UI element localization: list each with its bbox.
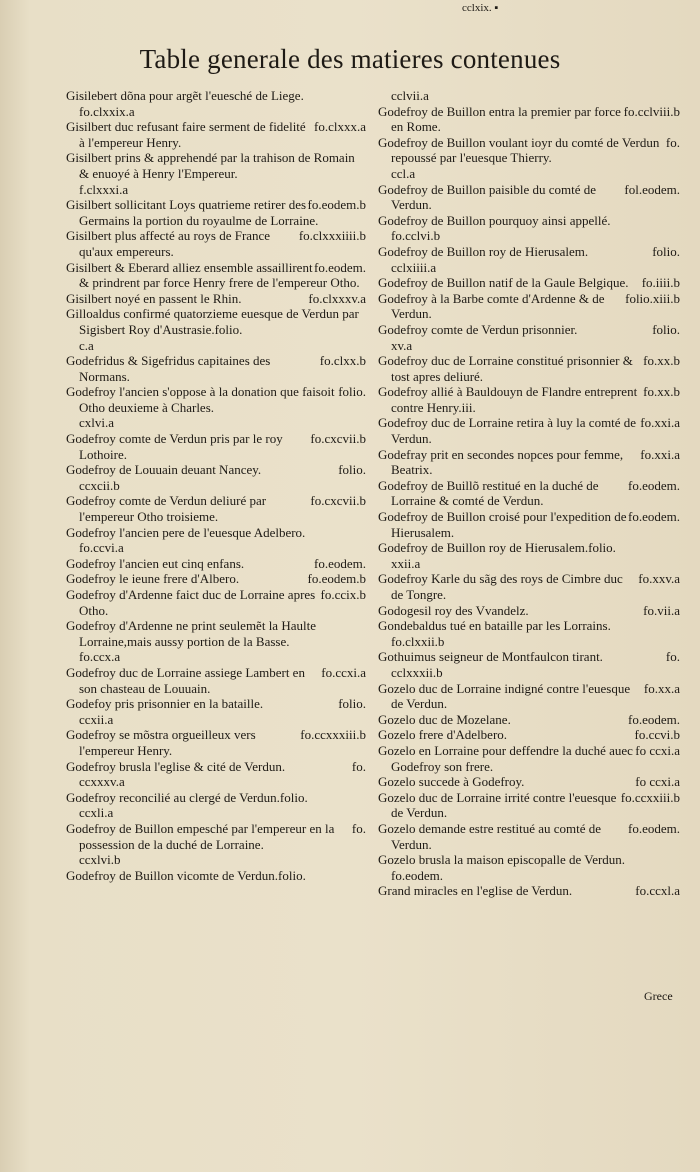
entry-text: Godefroy l'ancien pere de l'euesque Adelbero.: [66, 524, 306, 540]
entry-folio-continuation: cclvii.a: [391, 88, 429, 103]
entry-text: Godefroy à la Barbe comte d'Ardenne & de Verdun.: [378, 290, 605, 322]
entry-text: Godefroy de Buillon natif de la Gaule Belgique.: [378, 275, 629, 291]
index-entry: [378, 712, 680, 728]
entry-text: Godefroy d'Ardenne ne print seulemẽt la Haulte Lorraine,mais aussy portion de la Basse.: [66, 618, 316, 649]
entry-text: Gisilbert prins & apprehendé par la trahison de Romain & enuoyé à Henry l'Empereur.: [66, 150, 355, 181]
index-entry: [378, 104, 680, 135]
entry-text: Godefroy duc de Lorraine retira à luy la comté de Verdun.: [378, 415, 637, 447]
index-entry: [378, 727, 680, 743]
entry-folio-ref: folio.: [338, 384, 366, 400]
entry-folio-ref: fo.ccvi.b: [634, 727, 680, 743]
index-entry: [378, 743, 680, 774]
entry-text: Godefroy de Buillon croisé pour l'expedition de Hierusalem.: [378, 509, 627, 540]
entry-text: Godefroy duc de Lorraine assiege Lambert en son chasteau de Louuain.: [66, 664, 305, 696]
entry-text: Gisilbert noyé en passent le Rhin.: [66, 290, 242, 306]
index-column-left: [66, 88, 366, 883]
entry-folio-ref: fo.eodem.b: [307, 197, 366, 213]
index-entry: [378, 353, 680, 384]
index-entry: [378, 275, 680, 291]
entry-folio-continuation: ccxcii.b: [79, 477, 120, 493]
entry-folio-continuation: fo.ccvi.a: [79, 540, 124, 556]
entry-text: Gozelo duc de Mozelane.: [378, 711, 511, 727]
index-entry: [378, 415, 680, 446]
entry-folio-ref: fo.: [665, 134, 680, 150]
index-entry: [66, 88, 366, 104]
index-entry: [378, 182, 680, 213]
index-entry: [66, 556, 366, 572]
entry-text: Gondebaldus tué en bataille par les Lorrains.: [378, 618, 611, 634]
entry-folio-continuation: ccxlvi.b: [79, 852, 121, 868]
entry-text: Godefroy d'Ardenne faict duc de Lorraine apres Otho.: [66, 587, 316, 618]
entry-text: Godefroy l'ancien eut cinq enfans.: [66, 555, 245, 571]
entry-folio-ref: fo.clxxxv.a: [308, 290, 366, 306]
entry-text: Godefroy de Buillon vicomte de Verdun.folio.: [66, 867, 306, 883]
entry-text: Godefroy brusla l'eglise & cité de Verdun.: [66, 758, 286, 774]
entry-folio-continuation: ccl.a: [391, 165, 416, 181]
entry-text: Godefroy reconcilié au clergé de Verdun.folio.: [66, 789, 308, 805]
index-entry: [378, 509, 680, 540]
entry-text: Grand miracles en l'eglise de Verdun.: [378, 883, 573, 899]
index-entry: [66, 197, 366, 228]
entry-text: Godefroy de Buillon entra la premier par force en Rome.: [378, 103, 621, 135]
entry-text: Godefroy de Louuain deuant Nancey.: [66, 462, 262, 478]
entry-folio-ref: fo.eodem.: [628, 711, 680, 727]
entry-folio-ref: fo.xx.a: [643, 680, 680, 696]
entry-folio-ref: fo.ccxxxiii.b: [300, 727, 366, 743]
entry-text: Godefroy de Buillon roy de Hierusalem.: [378, 243, 589, 259]
entry-folio-ref: folio.: [652, 321, 680, 337]
entry-folio-continuation: fo.clxxii.b: [391, 633, 445, 649]
index-entry: [66, 119, 366, 150]
entry-text: Gozelo duc de Lorraine indigné contre l'euesque de Verdun.: [378, 680, 631, 712]
entry-folio-ref: fo.cxcvii.b: [310, 493, 366, 509]
entry-folio-ref: fo.eodem.: [628, 509, 680, 525]
entry-text: Gisilbert duc refusant faire serment de fidelité à l'empereur Henry.: [66, 119, 306, 150]
index-entry: [66, 587, 366, 618]
index-entry: [378, 571, 680, 602]
entry-folio-ref: fo.ccxl.a: [635, 883, 680, 899]
entry-text: Godefroy comte de Verdun pris par le roy Lothoire.: [66, 431, 283, 462]
entry-folio-continuation: cxlvi.a: [79, 415, 115, 431]
entry-text: Gisilebert dõna pour argẽt l'euesché de Liege.: [66, 88, 304, 103]
entry-folio-continuation: fo.clxxix.a: [79, 103, 135, 119]
index-entry: [66, 150, 366, 181]
index-entry: [66, 384, 366, 415]
entry-folio-ref: fo.ccxi.a: [321, 664, 366, 680]
entry-folio-ref: fo.eodem.: [628, 820, 680, 836]
entry-text: Gozelo en Lorraine pour deffendre la duché auec Godefroy son frere.: [378, 742, 633, 774]
entry-text: Godefroy de Buillon voulant ioyr du comté de Verdun repoussé par l'euesque Thierry.: [378, 134, 660, 166]
entry-folio-continuation: ccxxxv.a: [79, 774, 125, 790]
index-entry: [66, 571, 366, 587]
index-entry: [378, 774, 680, 790]
index-entry: [378, 213, 680, 229]
entry-text: Godefroy se mõstra orgueilleux vers l'empereur Henry.: [66, 727, 256, 758]
entry-folio-ref: fo.cxcvii.b: [310, 431, 366, 447]
entry-text: Godogesil roy des Vvandelz.: [378, 602, 529, 618]
entry-text: Godefroy de Buillon empesché par l'empereur en la possession de la duché de Lorraine.: [66, 820, 335, 852]
entry-folio-continuation: cclxxxii.b: [391, 664, 443, 680]
entry-folio-ref: fo.eodem.: [314, 259, 366, 275]
entry-folio-ref: folio.: [652, 243, 680, 259]
index-entry: [378, 384, 680, 415]
entry-folio-ref: fo.ccix.b: [320, 587, 366, 602]
entry-folio-ref: fo.: [665, 649, 680, 665]
index-entry: [66, 228, 366, 259]
entry-folio-continuation: cclxiiii.a: [391, 259, 437, 275]
index-entry: [66, 353, 366, 384]
entry-text: Godefroy comte de Verdun deliuré par l'empereur Otho troisieme.: [66, 493, 267, 525]
entry-text: Gozelo frere d'Adelbero.: [378, 727, 508, 743]
entry-text: Gisilbert & Eberard alliez ensemble assaillirent & prindrent par force Henry frere de l'empereur Otho.: [66, 259, 360, 291]
index-entry: [378, 618, 680, 634]
entry-text: Godefroy de Buillon roy de Hierusalem.folio.: [378, 540, 616, 556]
entry-folio-ref: fo.clxx.b: [319, 353, 366, 369]
entry-folio-continuation: xv.a: [391, 337, 413, 353]
entry-text: Godefoy pris prisonnier en la bataille.: [66, 696, 264, 712]
entry-folio-ref: folio.xiii.b: [625, 290, 680, 306]
index-entry: [378, 478, 680, 509]
index-entry: [66, 493, 366, 524]
entry-folio-ref: fo.eodem.: [628, 477, 680, 493]
entry-folio-ref: folio.: [338, 696, 366, 712]
entry-folio-continuation: f.clxxxi.a: [79, 181, 129, 197]
entry-text: Gozelo duc de Lorraine irrité contre l'euesque de Verdun.: [378, 789, 617, 821]
entry-folio-ref: fol.eodem.: [624, 181, 680, 197]
entry-folio-ref: fo.vii.a: [643, 602, 680, 618]
entry-folio-ref: fo.iiii.b: [641, 275, 680, 291]
entry-folio-ref: fo.ccxxiii.b: [620, 789, 680, 805]
index-entry: [66, 759, 366, 775]
entry-folio-ref: folio.: [338, 462, 366, 478]
entry-folio-ref: fo.xx.b: [643, 384, 680, 400]
index-entry: [378, 540, 680, 556]
index-entry: [378, 291, 680, 322]
entry-text: Gozelo demande estre restitué au comté de Verdun.: [378, 820, 602, 852]
entry-folio-ref: fo.clxxx.a: [314, 119, 366, 135]
entry-folio-ref: fo.eodem.: [314, 555, 366, 571]
entry-folio-continuation: xxii.a: [391, 555, 421, 571]
index-entry: [66, 306, 366, 337]
entry-text: Gilloaldus confirmé quatorzieme euesque de Verdun par Sigisbert Roy d'Austrasie.folio.: [66, 306, 359, 337]
index-entry: [378, 322, 680, 338]
entry-folio-continuation: ccxli.a: [79, 805, 114, 821]
entry-text: Godefroy de Buillon paisible du comté de Verdun.: [378, 181, 597, 213]
index-entry: [66, 821, 366, 852]
entry-text: Godefroy comte de Verdun prisonnier.: [378, 321, 578, 337]
entry-folio-ref: fo ccxi.a: [635, 742, 680, 758]
entry-folio-ref: fo.: [351, 820, 366, 836]
entry-text: Godefroy de Buillon pourquoy ainsi appellé.: [378, 212, 611, 228]
entry-text: Godefridus & Sigefridus capitaines des Normans.: [66, 353, 271, 384]
entry-text: Gothuimus seigneur de Montfaulcon tirant.: [378, 649, 603, 665]
index-entry: [66, 618, 366, 649]
index-entry: [378, 244, 680, 260]
entry-text: Gisilbert sollicitant Loys quatrieme retirer des Germains la portion du royaulme de Lorraine.: [66, 197, 319, 228]
index-entry: [378, 447, 680, 478]
entry-folio-ref: fo.clxxxiiii.b: [298, 228, 366, 244]
page-title: Table generale des matieres contenues: [139, 44, 561, 74]
index-entry: [378, 883, 680, 899]
index-entry: [378, 135, 680, 166]
index-entry: [378, 852, 680, 868]
footer-catchword: Grece: [644, 989, 673, 1003]
entry-text: Gozelo succede à Godefroy.: [378, 774, 525, 790]
index-entry: [66, 727, 366, 758]
entry-text: Godefroy le ieune frere d'Albero.: [66, 571, 240, 587]
index-column-right: [378, 88, 680, 899]
entry-text: Godefroy allié à Bauldouyn de Flandre entreprent contre Henry.iii.: [378, 384, 638, 415]
entry-text: Gisilbert plus affecté au roys de France qu'aux empereurs.: [66, 228, 271, 259]
index-entry: [66, 260, 366, 291]
top-catchword: cclxix. ▪: [462, 2, 499, 14]
entry-folio-ref: fo ccxi.a: [635, 774, 680, 790]
index-entry: [66, 696, 366, 712]
entry-folio-ref: fo.eodem.b: [307, 571, 366, 587]
entry-folio-continuation: fo.cclvi.b: [391, 228, 441, 244]
index-entry: [378, 603, 680, 619]
entry-folio-ref: fo.xxi.a: [640, 446, 680, 462]
entry-folio-continuation: fo.eodem.: [391, 867, 443, 883]
entry-text: Godefroy duc de Lorraine constitué prisonnier & tost apres deliuré.: [378, 353, 633, 384]
index-entry: [378, 681, 680, 712]
index-entry: [66, 431, 366, 462]
index-entry: [66, 291, 366, 307]
entry-folio-ref: fo.xx.b: [643, 353, 680, 369]
index-entry: [378, 790, 680, 821]
index-entry: [66, 790, 366, 806]
entry-folio-continuation: fo.ccx.a: [79, 649, 121, 665]
index-entry: [66, 665, 366, 696]
entry-text: Godefroy de Buillõ restitué en la duché de Lorraine & comté de Verdun.: [378, 477, 599, 509]
entry-folio-ref: fo.: [351, 758, 366, 774]
index-entry: [66, 525, 366, 541]
entry-folio-ref: fo.cclviii.b: [623, 103, 680, 119]
entry-folio-continuation: ccxii.a: [79, 711, 114, 727]
index-entry: [378, 821, 680, 852]
entry-folio-continuation: c.a: [79, 337, 94, 353]
index-entry: [66, 868, 366, 884]
index-entry: [378, 649, 680, 665]
entry-folio-ref: fo.xxv.a: [638, 571, 680, 587]
entry-folio-ref: fo.xxi.a: [640, 415, 680, 431]
entry-text: Gozelo brusla la maison episcopalle de Verdun.: [378, 852, 626, 868]
index-entry: [66, 462, 366, 478]
entry-text: Godefroy l'ancien s'oppose à la donation que faisoit Otho deuxieme à Charles.: [66, 384, 335, 415]
entry-text: Godefray prit en secondes nopces pour femme, Beatrix.: [378, 446, 624, 478]
entry-text: Godefroy Karle du sãg des roys de Cimbre duc de Tongre.: [378, 571, 623, 602]
